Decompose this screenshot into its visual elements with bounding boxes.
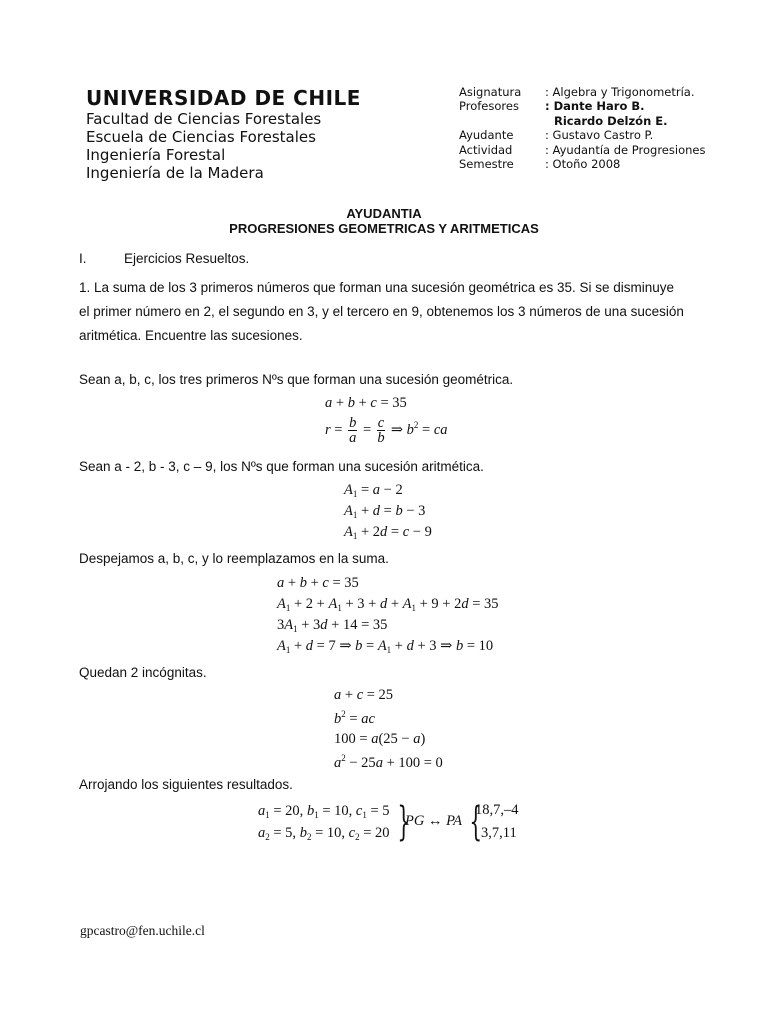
faculty-line: Escuela de Ciencias Forestales — [86, 128, 316, 146]
equation: PG ↔ PA — [405, 813, 462, 829]
faculty-line: Facultad de Ciencias Forestales — [86, 110, 322, 128]
profesores-label: Profesores — [459, 99, 519, 113]
section-label: Ejercicios Resueltos. — [124, 251, 250, 266]
equation: $a^2 - 25a + 100 = 0$ — [334, 753, 443, 771]
text-sean-arit: Sean a - 2, b - 3, c – 9, los Nºs que forman una sucesión aritmética. — [79, 459, 484, 474]
ayudante-label: Ayudante — [459, 128, 514, 142]
text-despejamos: Despejamos a, b, c, y lo reemplazamos en la suma. — [79, 551, 389, 566]
pa-result-2: 3,7,11 — [481, 825, 517, 841]
faculty-line: Ingeniería Forestal — [86, 146, 226, 164]
equation: $A_1 + d = b - 3$ — [344, 503, 426, 520]
ayudante-value: : Gustavo Castro P. — [545, 128, 654, 142]
text-arrojando: Arrojando los siguientes resultados. — [79, 777, 293, 792]
university-name: UNIVERSIDAD DE CHILE — [86, 86, 361, 110]
text-sean-geom: Sean a, b, c, los tres primeros Nºs que forman una sucesión geométrica. — [79, 372, 514, 387]
semestre-label: Semestre — [459, 157, 514, 171]
profesor-2: Ricardo Delzón E. — [554, 114, 668, 128]
pa-result-1: 18,7,–4 — [475, 802, 519, 818]
semestre-value: : Otoño 2008 — [545, 157, 621, 171]
footer-email[interactable]: gpcastro@fen.uchile.cl — [80, 923, 205, 938]
equation: 100 = a(25 − a) — [334, 731, 426, 747]
equation: $A_1 = a - 2$ — [344, 482, 403, 499]
problem-line: aritmética. Encuentre las sucesiones. — [79, 328, 303, 343]
right-brace: } — [397, 799, 411, 845]
doc-subtitle: PROGRESIONES GEOMETRICAS Y ARITMETICAS — [229, 221, 539, 236]
actividad-label: Actividad — [459, 143, 513, 157]
equation: $a_1 = 20$, $b_1 = 10$, $c_1 = 5$ — [258, 803, 390, 820]
equation: a + c = 25 — [334, 687, 394, 703]
problem-line: 1. La suma de los 3 primeros números que forman una sucesión geométrica es 35. Si se disminuye — [79, 280, 675, 295]
faculty-line: Ingeniería de la Madera — [86, 164, 264, 182]
equation: $b^2$ = ac — [334, 709, 375, 727]
equation: $A_1 + 2d = c - 9$ — [344, 524, 432, 541]
actividad-value: : Ayudantía de Progresiones — [545, 143, 706, 157]
equation: $a_2 = 5$, $b_2 = 10$, $c_2 = 20$ — [258, 825, 390, 842]
equation: $A_1 + d = 7$ ⇒ $b = A_1 + d + 3$ ⇒ b = 10 — [277, 638, 494, 655]
asignatura-label: Asignatura — [459, 85, 522, 99]
equation: $3A_1 + 3d + 14 = 35$ — [277, 617, 388, 634]
profesor-1: : Dante Haro B. — [545, 99, 645, 113]
problem-line: el primer número en 2, el segundo en 3, y el tercero en 9, obtenemos los 3 números de una sucesión — [79, 304, 684, 319]
left-brace: { — [469, 799, 483, 845]
equation: a + b + c = 35 — [325, 395, 407, 411]
text-quedan: Quedan 2 incógnitas. — [79, 665, 207, 680]
asignatura-value: : Algebra y Trigonometría. — [545, 85, 695, 99]
equation: $A_1 + 2 + A_1 + 3 + d + A_1 + 9 + 2d = 35$ — [277, 596, 499, 613]
section-number: I. — [79, 251, 87, 266]
doc-title: AYUDANTIA — [346, 206, 422, 221]
equation: r = $\frac{b}{a}$ = $\frac{c}{b}$ ⇒ $b^2$ = ca — [325, 415, 448, 446]
equation: a + b + c = 35 — [277, 575, 359, 591]
